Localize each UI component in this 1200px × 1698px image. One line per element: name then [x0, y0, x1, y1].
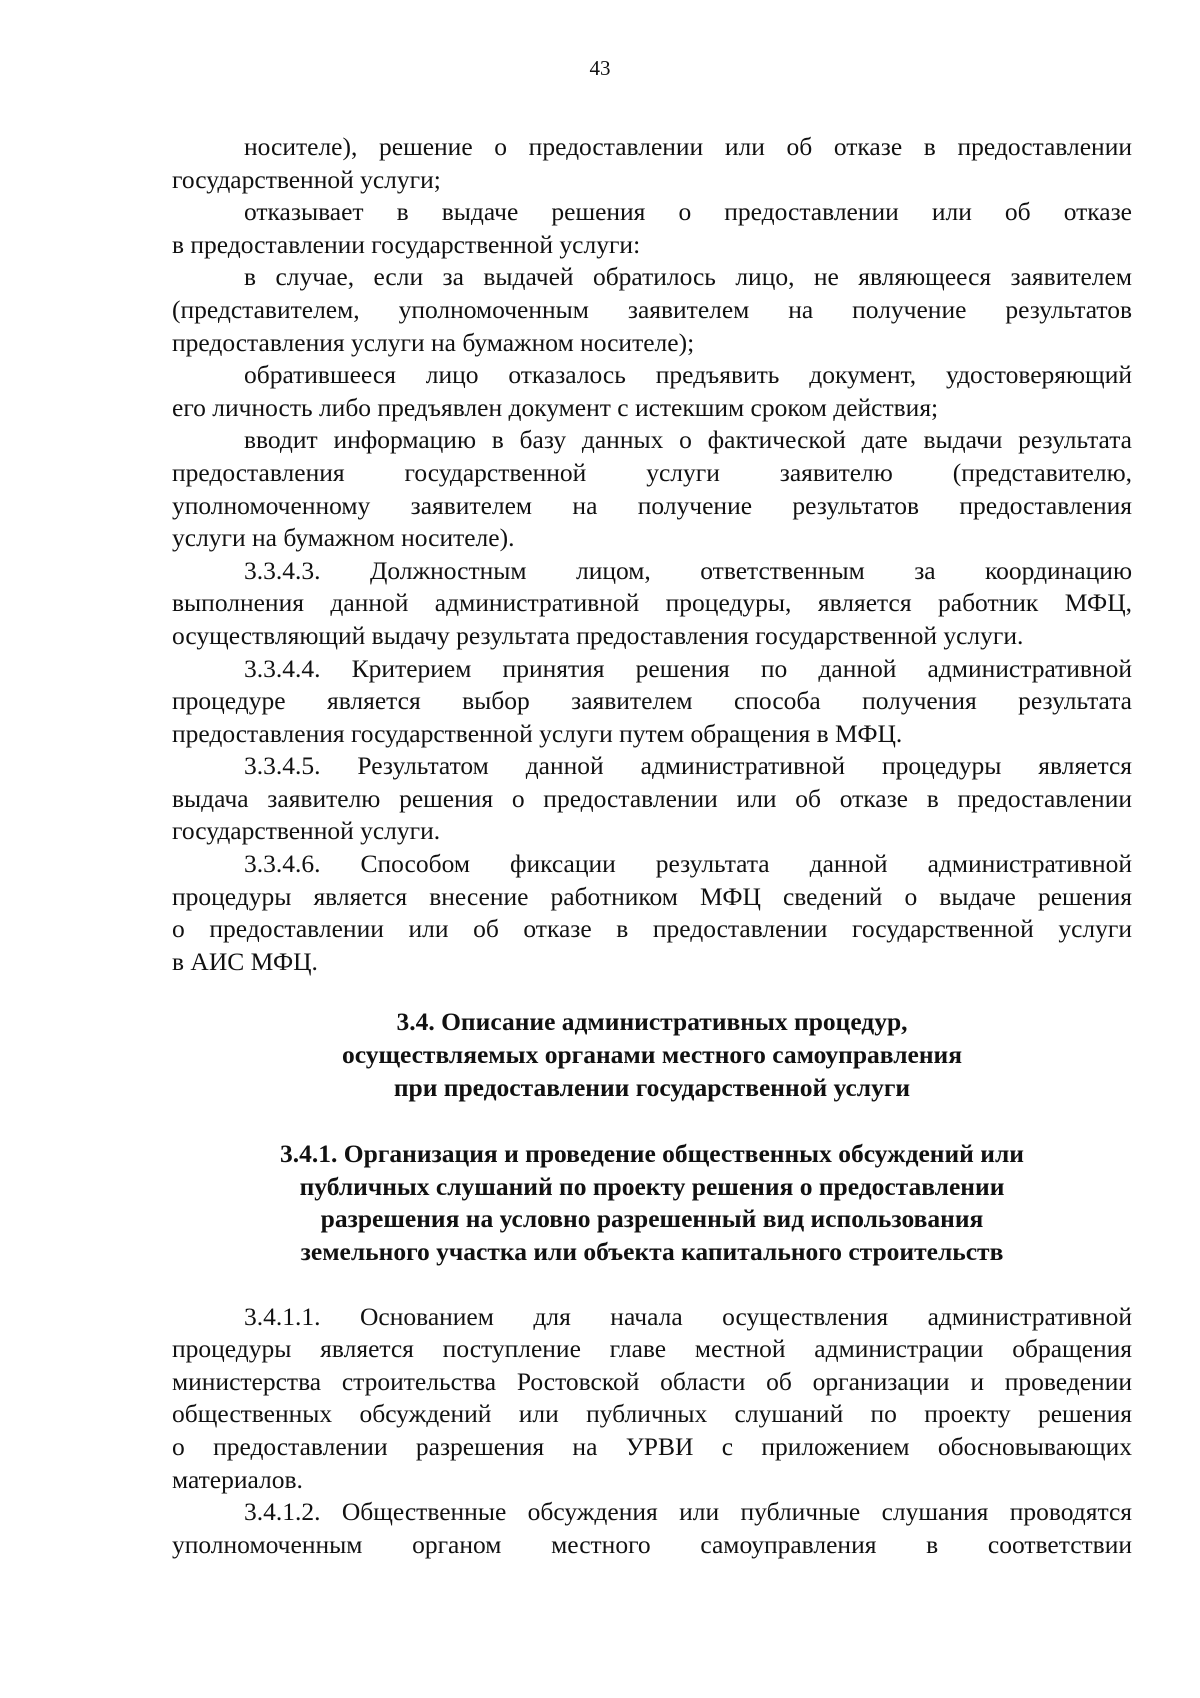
- paragraph-line: уполномоченным органом местного самоуправления в соответствии: [172, 1529, 1132, 1559]
- paragraph-line: о предоставлении или об отказе в предоставлении государственной услуги: [172, 914, 1132, 944]
- paragraphs-top: [172, 131, 1132, 978]
- paragraph-line: государственной услуги.: [172, 816, 441, 846]
- paragraph-line: министерства строительства Ростовской области об организации и проведении: [172, 1366, 1132, 1396]
- heading-line: публичных слушаний по проекту решения о предоставлении: [299, 1171, 1005, 1201]
- paragraphs-bottom: [172, 1301, 1132, 1562]
- heading-line: разрешения на условно разрешенный вид использования: [320, 1204, 984, 1234]
- paragraph-line: предоставления государственной услуги путем обращения в МФЦ.: [172, 718, 903, 748]
- paragraph-line: процедуры является поступление главе местной администрации обращения: [172, 1334, 1132, 1364]
- paragraph-line: вводит информацию в базу данных о фактической дате выдачи результата: [244, 425, 1132, 455]
- paragraph-line: 3.3.4.6. Способом фиксации результата данной административной: [244, 849, 1132, 879]
- paragraph-line: государственной услуги;: [172, 164, 441, 194]
- paragraph-line: выполнения данной административной процедуры, является работник МФЦ,: [172, 588, 1132, 618]
- heading-line: осуществляемых органами местного самоуправления: [341, 1040, 963, 1070]
- paragraph-line: предоставления государственной услуги заявителю (представителю,: [172, 457, 1132, 487]
- heading-line: 3.4.1. Организация и проведение общественных обсуждений или: [280, 1139, 1024, 1169]
- paragraph-line: о предоставлении разрешения на УРВИ с приложением обосновывающих: [172, 1431, 1132, 1461]
- paragraph-line: процедуры является внесение работником МФЦ сведений о выдаче решения: [172, 881, 1132, 911]
- paragraph-line: его личность либо предъявлен документ с истекшим сроком действия;: [172, 392, 939, 422]
- heading-line: при предоставлении государственной услуги: [393, 1072, 911, 1102]
- paragraph-line: носителе), решение о предоставлении или об отказе в предоставлении: [244, 132, 1132, 161]
- paragraph-line: уполномоченному заявителем на получение результатов предоставления: [172, 490, 1132, 520]
- paragraph-line: материалов.: [172, 1464, 303, 1494]
- paragraph-line: 3.4.1.1. Основанием для начала осуществления административной: [244, 1301, 1132, 1331]
- heading-line: 3.4. Описание административных процедур,: [396, 1007, 908, 1037]
- paragraph-line: выдача заявителю решения о предоставлении или об отказе в предоставлении: [172, 783, 1132, 813]
- paragraph-line: предоставления услуги на бумажном носителе);: [172, 327, 695, 357]
- document-body: [172, 131, 1132, 1561]
- paragraph-line: осуществляющий выдачу результата предоставления государственной услуги.: [172, 620, 1024, 650]
- paragraph-line: 3.3.4.3. Должностным лицом, ответственным за координацию: [244, 555, 1132, 585]
- paragraph-line: 3.4.1.2. Общественные обсуждения или публичные слушания проводятся: [244, 1497, 1132, 1527]
- subsection-heading: [172, 1138, 1132, 1268]
- paragraph-line: общественных обсуждений или публичных слушаний по проекту решения: [172, 1399, 1132, 1429]
- paragraph-line: в АИС МФЦ.: [172, 946, 318, 976]
- paragraph-line: в предоставлении государственной услуги:: [172, 229, 641, 259]
- paragraph-line: процедуре является выбор заявителем способа получения результата: [172, 686, 1132, 716]
- section-heading: [172, 1006, 1132, 1104]
- paragraph-line: услуги на бумажном носителе).: [172, 523, 515, 553]
- paragraph-line: 3.3.4.4. Критерием принятия решения по данной административной: [244, 653, 1132, 683]
- paragraph-line: (представителем, уполномоченным заявителем на получение результатов: [172, 294, 1132, 324]
- heading-line: земельного участка или объекта капитального строительств: [300, 1237, 1004, 1266]
- page-number: 43: [589, 56, 611, 80]
- paragraph-line: отказывает в выдаче решения о предоставлении или об отказе: [244, 197, 1132, 227]
- paragraph-line: обратившееся лицо отказалось предъявить документ, удостоверяющий: [244, 360, 1132, 390]
- paragraph-line: 3.3.4.5. Результатом данной административной процедуры является: [244, 751, 1132, 781]
- paragraph-line: в случае, если за выдачей обратилось лицо, не являющееся заявителем: [244, 262, 1132, 292]
